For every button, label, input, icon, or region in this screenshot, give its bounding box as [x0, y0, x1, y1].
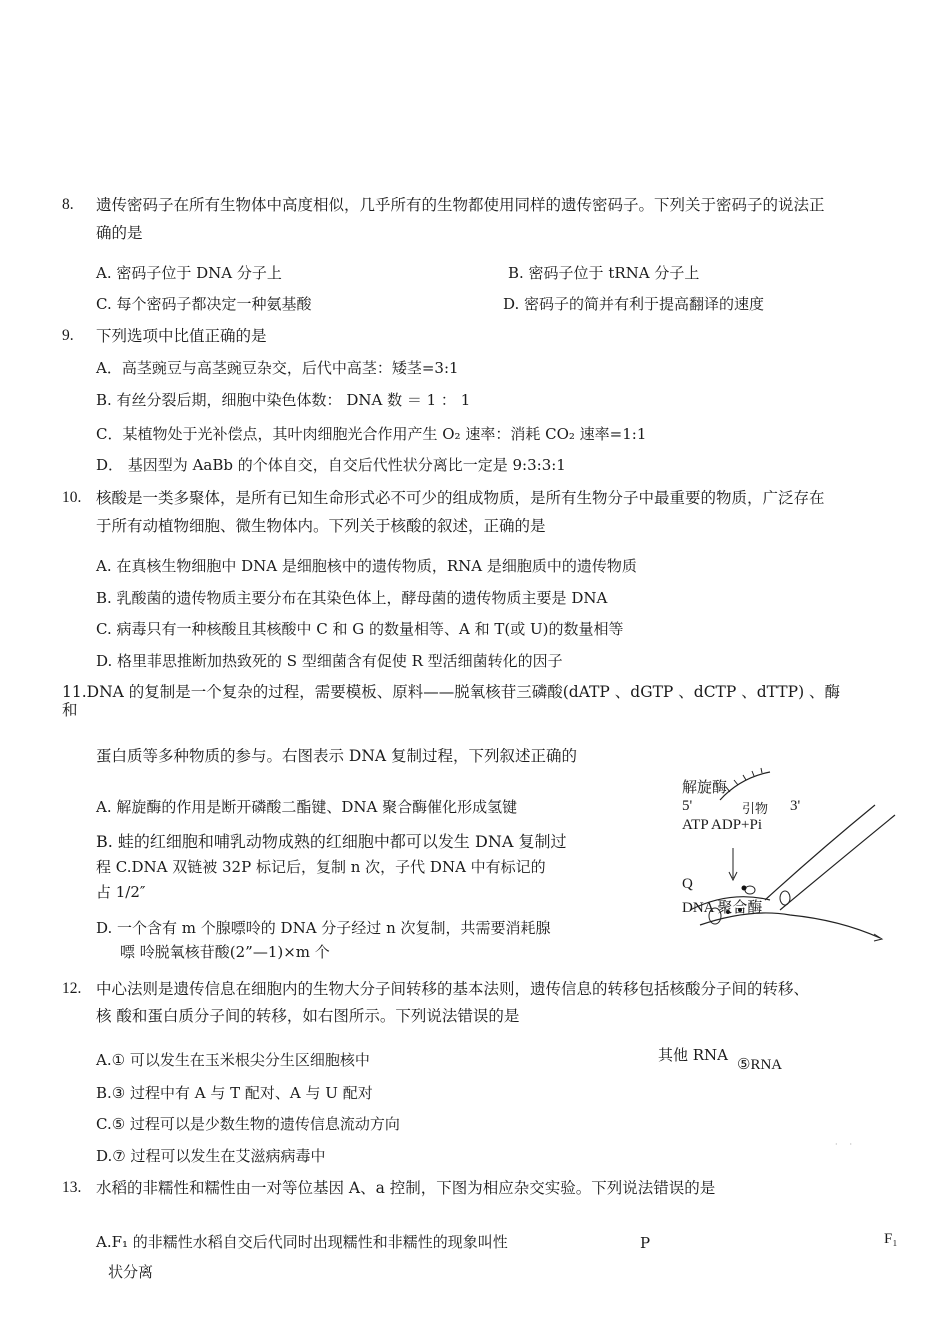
q10-stem-line1: 核酸是一类多聚体，是所有已知生命形式必不可少的组成物质，是所有生物分子中最重要的物质，广泛存在 — [96, 489, 825, 507]
polymerase-right — [780, 891, 790, 905]
helicase-arc — [720, 772, 770, 800]
q8-stem-line1: 遗传密码子在所有生物体中高度相似，几乎所有的生物都使用同样的遗传密码子。下列关于密码子的说法正 — [96, 196, 825, 214]
q11-option-d-line2: 嘌 呤脱氧核苷酸(2”—1)×m 个 — [120, 943, 330, 961]
atp-label: ATP ADP+Pi — [682, 817, 763, 833]
q10-option-d: D. 格里菲思推断加热致死的 S 型细菌含有促使 R 型活细菌转化的因子 — [96, 652, 563, 670]
q9-option-a: A．高茎豌豆与高茎豌豆杂交，后代中高茎：矮茎=3:1 — [96, 359, 459, 377]
q12-option-b: B.③ 过程中有 A 与 T 配对、A 与 U 配对 — [96, 1084, 373, 1102]
q10-option-b: B. 乳酸菌的遗传物质主要分布在其染色体上，酵母菌的遗传物质主要是 DNA — [96, 589, 608, 607]
q11-option-a: A. 解旋酶的作用是断开磷酸二酯键、DNA 聚合酶催化形成氢键 — [96, 798, 518, 816]
five-rna-label: ⑤RNA — [737, 1057, 783, 1073]
nucleotide-a — [745, 886, 755, 894]
q8-option-c: C. 每个密码子都决定一种氨基酸 — [96, 295, 312, 313]
template-strand-top — [765, 805, 875, 900]
q12-stem-line1: 中心法则是遗传信息在细胞内的生物大分子间转移的基本法则，遗传信息的转移包括核酸分子间的转移、 — [96, 980, 810, 998]
q8-option-d: D. 密码子的简并有利于提高翻译的速度 — [503, 295, 765, 313]
primer-label: 引物 — [742, 802, 769, 817]
q12-option-a: A.① 可以发生在玉米根尖分生区细胞核中 — [96, 1051, 370, 1069]
q11-stem-line1b: 和 — [62, 701, 78, 719]
q9-option-b: B. 有丝分裂后期，细胞中染色体数： DNA 数 ＝ 1 ： 1 — [96, 391, 471, 409]
q9-option-d: D． 基因型为 AaBb 的个体自交，自交后代性状分离比一定是 9:3:3:1 — [96, 456, 566, 474]
q11-stem-line2: 蛋白质等多种物质的参与。右图表示 DNA 复制过程，下列叙述正确的 — [96, 747, 578, 765]
central-dogma-mark: · · — [835, 1140, 853, 1149]
other-rna-label: 其他 RNA — [658, 1046, 729, 1064]
q11-option-b-line1: B. 蛙的红细胞和哺乳动物成熟的红细胞中都可以发生 DNA 复制过 — [96, 832, 567, 851]
dna-polymerase-label: DNA 聚合酶 — [682, 900, 763, 916]
dna-replication-diagram — [670, 760, 910, 950]
q12-option-c: C.⑤ 过程可以是少数生物的遗传信息流动方向 — [96, 1115, 400, 1133]
q11-stem-line1: 11.DNA 的复制是一个复杂的过程，需要模板、原料——脱氧核苷三磷酸(dATP 、dGTP 、dCTP 、dTTP) 、酶 — [62, 683, 841, 701]
q12-stem-line2: 核 酸和蛋白质分子间的转移，如右图所示。下列说法错误的是 — [96, 1007, 520, 1025]
q11-option-b-line2: 程 C.DNA 双链被 32P 标记后，复制 n 次，子代 DNA 中有标记的 — [96, 858, 546, 876]
q11-option-d-line1: D. 一个含有 m 个腺嘌呤的 DNA 分子经过 n 次复制，共需要消耗腺 — [96, 919, 551, 937]
q9-number: 9. — [62, 327, 74, 344]
q8-option-b: B. 密码子位于 tRNA 分子上 — [508, 264, 700, 282]
q8-number: 8. — [62, 196, 74, 213]
nucleotide-dot-a — [742, 886, 747, 891]
f1-label: F₁ — [884, 1231, 898, 1247]
q8-stem-line2: 确的是 — [96, 224, 143, 242]
template-strand-bottom — [780, 815, 895, 910]
q10-option-a: A. 在真核生物细胞中 DNA 是细胞核中的遗传物质，RNA 是细胞质中的遗传物质 — [96, 557, 637, 575]
q11-option-b-line3: 占 1/2″ — [96, 883, 146, 901]
q13-stem: 水稻的非糯性和糯性由一对等位基因 A、a 控制，下图为相应杂交实验。下列说法错误的是 — [96, 1179, 716, 1197]
q13-option-a-line2: 状分离 — [108, 1263, 154, 1281]
p-label: P — [640, 1234, 651, 1252]
helicase-label: 解旋酶 — [682, 778, 728, 796]
q10-stem-line2: 于所有动植物细胞、微生物体内。下列关于核酸的叙述，正确的是 — [96, 517, 546, 535]
q10-number: 10. — [62, 489, 82, 506]
q9-option-c: C．某植物处于光补偿点，其叶肉细胞光合作用产生 O₂ 速率：消耗 CO₂ 速率=1:1 — [96, 425, 647, 443]
q13-option-a-line1: A.F₁ 的非糯性水稻自交后代同时出现糯性和非糯性的现象叫性 — [96, 1233, 508, 1251]
q8-option-a: A. 密码子位于 DNA 分子上 — [96, 264, 282, 282]
q9-stem: 下列选项中比值正确的是 — [96, 327, 267, 345]
helicase-ticks — [726, 768, 762, 792]
q12-option-d: D.⑦ 过程可以发生在艾滋病病毒中 — [96, 1147, 326, 1165]
five-prime-label: 5' — [682, 798, 693, 814]
q-label: Q — [682, 876, 693, 892]
three-prime-label: 3' — [790, 798, 801, 814]
q10-option-c: C. 病毒只有一种核酸且其核酸中 C 和 G 的数量相等、A 和 T(或 U)的数量相等 — [96, 620, 624, 638]
q12-number: 12. — [62, 980, 82, 997]
q13-number: 13. — [62, 1179, 82, 1196]
